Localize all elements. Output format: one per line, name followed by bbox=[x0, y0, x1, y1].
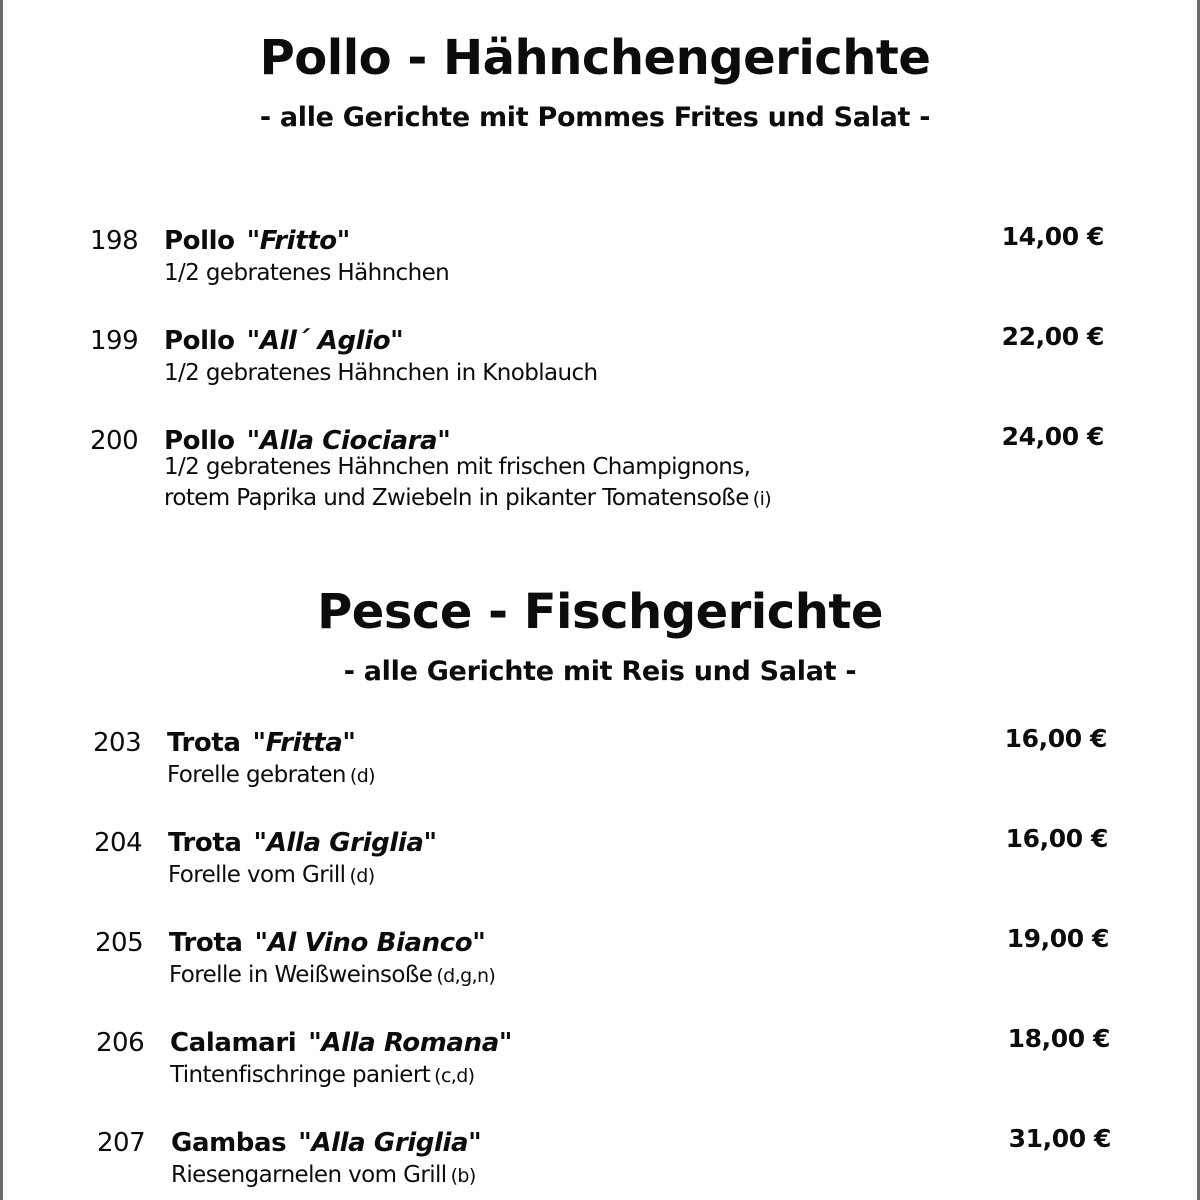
item-description-line: 1/2 gebratenes Hähnchen bbox=[164, 260, 450, 286]
item-number: 205 bbox=[95, 928, 144, 958]
section-title-pollo: Pollo - Hähnchengerichte bbox=[259, 30, 931, 86]
item-allergens: (d,g,n) bbox=[436, 965, 496, 987]
item-description bbox=[167, 760, 375, 792]
item-name-style: "Alla Griglia" bbox=[298, 1128, 482, 1158]
item-price: 16,00 € bbox=[1005, 824, 1108, 853]
item-name-main: Pollo bbox=[164, 326, 235, 356]
menu-item-205 bbox=[95, 926, 1125, 1016]
item-description bbox=[164, 358, 598, 389]
item-name-main: Calamari bbox=[170, 1028, 297, 1058]
item-number: 207 bbox=[97, 1128, 146, 1158]
item-name-style: "Fritta" bbox=[252, 728, 356, 758]
item-price: 19,00 € bbox=[1006, 924, 1109, 953]
item-name bbox=[170, 1026, 512, 1060]
menu-item-199 bbox=[90, 324, 1120, 414]
item-name-style: "Alla Griglia" bbox=[253, 828, 437, 858]
item-number: 206 bbox=[96, 1028, 145, 1058]
item-price: 14,00 € bbox=[1001, 222, 1104, 251]
item-number: 198 bbox=[90, 226, 139, 256]
item-description bbox=[164, 258, 449, 289]
item-allergens: (c,d) bbox=[434, 1065, 475, 1087]
item-description bbox=[169, 960, 495, 992]
item-allergens: (d) bbox=[349, 865, 375, 887]
item-description bbox=[170, 1060, 475, 1092]
item-name-style: "Fritto" bbox=[246, 226, 350, 256]
item-name-style: "Alla Romana" bbox=[308, 1028, 512, 1058]
item-description bbox=[168, 860, 375, 892]
item-description bbox=[164, 452, 771, 515]
item-number: 203 bbox=[93, 728, 142, 758]
item-number: 204 bbox=[94, 828, 143, 858]
item-description-line: Forelle in Weißweinsoße bbox=[169, 962, 433, 988]
item-name-main: Pollo bbox=[164, 226, 235, 256]
item-number: 199 bbox=[90, 326, 139, 356]
item-name-style: "Al Vino Bianco" bbox=[254, 928, 486, 958]
section-subtitle-pesce: - alle Gerichte mit Reis und Salat - bbox=[343, 656, 857, 687]
menu-item-204 bbox=[94, 826, 1124, 916]
item-number: 200 bbox=[90, 426, 139, 456]
item-name bbox=[171, 1126, 481, 1160]
item-name-style: "Alla Ciociara" bbox=[246, 426, 451, 456]
item-allergens: (b) bbox=[450, 1165, 476, 1187]
item-name bbox=[164, 324, 403, 358]
item-name-main: Gambas bbox=[171, 1128, 287, 1158]
item-name bbox=[169, 926, 485, 960]
item-name-main: Trota bbox=[168, 828, 242, 858]
item-allergens: (d) bbox=[349, 765, 375, 787]
item-price: 24,00 € bbox=[1001, 422, 1104, 451]
item-description-line: Forelle vom Grill bbox=[168, 862, 346, 888]
item-description-line: Tintenfischringe paniert bbox=[170, 1062, 431, 1088]
item-name bbox=[168, 826, 437, 860]
menu-item-207 bbox=[97, 1126, 1127, 1196]
section-subtitle-pollo: - alle Gerichte mit Pommes Frites und Salat - bbox=[259, 102, 931, 133]
item-price: 31,00 € bbox=[1008, 1124, 1111, 1153]
item-description-line: Forelle gebraten bbox=[167, 762, 346, 788]
menu-item-198 bbox=[90, 224, 1120, 314]
item-name-main: Trota bbox=[169, 928, 243, 958]
item-description-line: rotem Paprika und Zwiebeln in pikanter Tomatensoße bbox=[164, 485, 749, 511]
item-price: 16,00 € bbox=[1004, 724, 1107, 753]
menu-item-203 bbox=[93, 726, 1123, 816]
item-price: 18,00 € bbox=[1007, 1024, 1110, 1053]
section-title-pesce: Pesce - Fischgerichte bbox=[317, 584, 883, 640]
item-name bbox=[164, 224, 350, 258]
item-description-line: 1/2 gebratenes Hähnchen in Knoblauch bbox=[164, 360, 598, 386]
item-name-main: Pollo bbox=[164, 426, 235, 456]
item-price: 22,00 € bbox=[1001, 322, 1104, 351]
menu-item-200 bbox=[90, 424, 1120, 524]
item-name-style: "All´ Aglio" bbox=[246, 326, 404, 356]
item-name bbox=[167, 726, 355, 760]
item-description bbox=[171, 1160, 476, 1192]
item-description-line: 1/2 gebratenes Hähnchen mit frischen Champignons, bbox=[164, 454, 751, 480]
item-allergens: (i) bbox=[752, 488, 772, 510]
item-description-line: Riesengarnelen vom Grill bbox=[171, 1162, 447, 1188]
item-name-main: Trota bbox=[167, 728, 241, 758]
menu-item-206 bbox=[96, 1026, 1126, 1116]
